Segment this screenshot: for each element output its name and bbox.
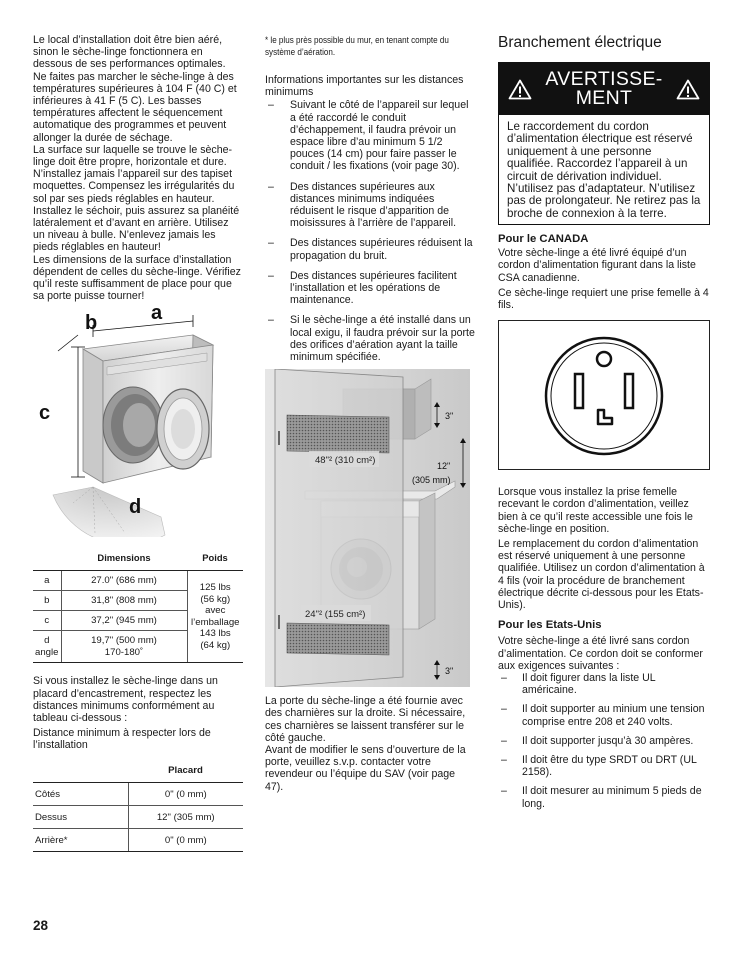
closet-ventilation-illustration (265, 369, 475, 687)
list-item: – Il doit supporter jusqu’à 30 ampères. (498, 735, 710, 747)
table-row: Côtés 0" (0 mm) (33, 782, 243, 805)
column-right: Branchement électrique AVERTISSE- MENT Le raccordement du cordon d’alimentation électrique est réservé uniquement à une personne qualifiée. Raccordez l’appareil à un circuit de dérivation individuel. N’utilisez pas d’adaptateur. N’utilisez pas de prolongateur. Ne retirez pas la broche de connexion à la terre. Pour le CANADA Votre sèche-linge a été livré équipé d’un cordon d’alimentation figurant dans la liste CSA canadienne. Ce sèche-linge requiert une prise femelle à 4 fils. Lorsque vous installez la prise femelle recevant le cordon d’alimentation, veillez bien à ce qu’il reste accessible une fois le sèche-linge en position. Le remplacement du cordon d’alimentation est réservé uniquement à une personne qualifiée. Utilisez un cordon d’alimentation à 4 fils (voir la procédure de branchement électrique décrite ci-dessous pour les Etats-Unis). Pour les Etats-Unis Votre sèche-linge a été livré sans cordon d’alimentation. Ce cordon doit se conformer aux exigences suivantes : – Il doit figurer dans la liste UL américaine. – Il doit supporter au minium une tension comprise entre 208 et 240 volts. – Il doit supporter jusqu’à 30 ampères. – Il doit être du type SRDT ou DRT (UL 2158). – Il doit mesurer au minimum 5 pieds de long. (498, 34, 710, 817)
mid-gap-mm: (305 mm) (412, 475, 451, 486)
label-a: a (151, 307, 163, 325)
list-item: – Il doit mesurer au minimum 5 pieds de long. (498, 785, 710, 809)
list-item: – Si le sèche-linge a été installé dans un local exigu, il faudra prévoir sur la porte des orifices d’aération ayant la taille minimum spécifiée. (265, 314, 475, 363)
paragraph-dimensions: Les dimensions de la surface d’installation dépendent de celles du sèche-linge. Vérifiez qu’il reste suffisamment de place pour que sa porte puisse tourner! (33, 253, 241, 303)
four-wire-outlet-icon (498, 320, 710, 470)
canada-heading: Pour le CANADA (498, 233, 589, 246)
warning-header (499, 63, 709, 115)
closet-intro: Si vous installez le sèche-linge dans un placard d’encastrement, respectez les distances minimums conformément au tableau ci-dessous : Distance minimum à respecter lors de l’installation (33, 675, 218, 752)
bottom-vent-label: 24"² (155 cm²) (305, 609, 366, 621)
paragraph-surface: La surface sur laquelle se trouve le sèche-linge doit être propre, horizontale et dure. N’installez jamais l’appareil sur des tapiset moquettes. Compensez les irrégularités du sol par ses pieds réglables en hauteur. (33, 143, 235, 205)
warning-box (498, 62, 710, 225)
column-middle (265, 34, 475, 793)
list-item: – Il doit figurer dans la liste UL américaine. (498, 672, 710, 696)
label-d: d (129, 496, 142, 519)
dimensions-header: Dimensions (61, 547, 187, 571)
weight-header: Poids (187, 547, 243, 571)
bottom-gap-label: 3" (445, 666, 454, 677)
table-row: d angle 19,7" (500 mm) 170-180˚ (33, 631, 243, 663)
info-list (265, 99, 475, 363)
list-item: – Il doit supporter au minium une tension comprise entre 208 et 240 volts. (498, 703, 710, 727)
outlet-text: Lorsque vous installez la prise femelle recevant le cordon d’alimentation, veillez bien à ce qu’il reste accessible une fois le sèche-linge en position. Le remplacement du cordon d’alimentation est réservé uniquement à une personne qualifiée. Utilisez un cordon d’alimentation à 4 fils (voir la procédure de branchement électrique décrite ci-dessous pour les Etats-Unis). (498, 486, 705, 612)
warning-triangle-icon (508, 79, 532, 100)
paragraph-ventilation: Le local d’installation doit être bien aéré, sinon le sèche-linge fonctionnera en dessous de ses performances optimales. (33, 34, 226, 71)
page-number: 28 (33, 918, 49, 933)
label-b: b (85, 312, 98, 335)
section-heading: Branchement électrique (498, 34, 662, 51)
list-item: – Des distances supérieures réduisent la propagation du bruit. (265, 237, 475, 261)
table-row: Arrière* 0" (0 mm) (33, 828, 243, 851)
usa-requirements-list (498, 672, 710, 810)
info-title: Informations importantes sur les distances minimums (265, 74, 464, 99)
door-hinges-text: La porte du sèche-linge a été fournie avec des charnières sur la droite. Si nécessaire, ces charnières se laissent transférer sur le côté gauche. Avant de modifier le sens d’ouverture de la porte, veuillez s.v.p. contacter votre revendeur ou l’équipe du SAV (voir page 47). (265, 695, 466, 793)
list-item: – Suivant le côté de l’appareil sur lequel a été raccordé le conduit d’échappement, il faudra prévoir un espace libre d’au minimum 5 1/2 pouces (14 cm) pour faire passer le conduit / les fixations (voir page 30). (265, 99, 475, 172)
usa-heading: Pour les Etats-Unis (498, 619, 602, 632)
column-left (33, 34, 243, 852)
top-vent-label: 48"² (310 cm²) (315, 455, 376, 467)
paragraph-temperature: Ne faites pas marcher le sèche-linge à des températures supérieures à 104 F (40 C) et inférieures à 41 F (5 C). Les basses températures affectent le séquencement automatique des programmes et peuvent allonger la durée de séchage. (33, 70, 237, 144)
paragraph-leveling: Installez le séchoir, puis assurez sa planéité latéralement et d’avant en arrière. Utilisez un niveau à bulle. N’enlevez jamais les pieds réglables en hauteur! (33, 204, 240, 254)
list-item: – Des distances supérieures aux distances minimums indiquées réduisent le risque d’apparition de moisissures à l’arrière de l’appareil. (265, 181, 475, 230)
warning-triangle-icon (676, 79, 700, 100)
top-gap-label: 3" (445, 411, 454, 422)
table-row: b 31,8" (808 mm) (33, 591, 243, 611)
closet-header: Placard (128, 761, 243, 783)
warning-title: AVERTISSE- MENT (545, 68, 663, 109)
warning-body: Le raccordement du cordon d’alimentation électrique est réservé uniquement à une personne qualifiée. Raccordez l’appareil à un circuit de dérivation individuel. N’utilisez pas d’adaptateur. N’utilisez pas de prolongateur. Ne retirez pas la broche de connexion à la terre. (507, 120, 701, 220)
mid-gap-inches: 12" (437, 461, 451, 472)
intro-text (33, 34, 243, 302)
table-row: Dessus 12" (305 mm) (33, 805, 243, 828)
minimum-distance-table (33, 761, 243, 852)
weight-cell: 125 lbs (56 kg) avec l’emballage 143 lbs (64 kg) (187, 571, 243, 663)
footnote: * le plus près possible du mur, en tenant compte du système d’aération. (265, 35, 449, 57)
list-item: – Des distances supérieures facilitent l’installation et les opérations de maintenance. (265, 270, 475, 307)
dimensions-table (33, 547, 243, 663)
label-c: c (39, 402, 51, 425)
table-row: a 27.0" (686 mm) 125 lbs (56 kg) avec l’emballage 143 lbs (64 kg) (33, 571, 243, 591)
list-item: – Il doit être du type SRDT ou DRT (UL 2158). (498, 754, 710, 778)
dryer-dimensions-illustration (33, 307, 238, 537)
table-row: c 37,2" (945 mm) (33, 611, 243, 631)
